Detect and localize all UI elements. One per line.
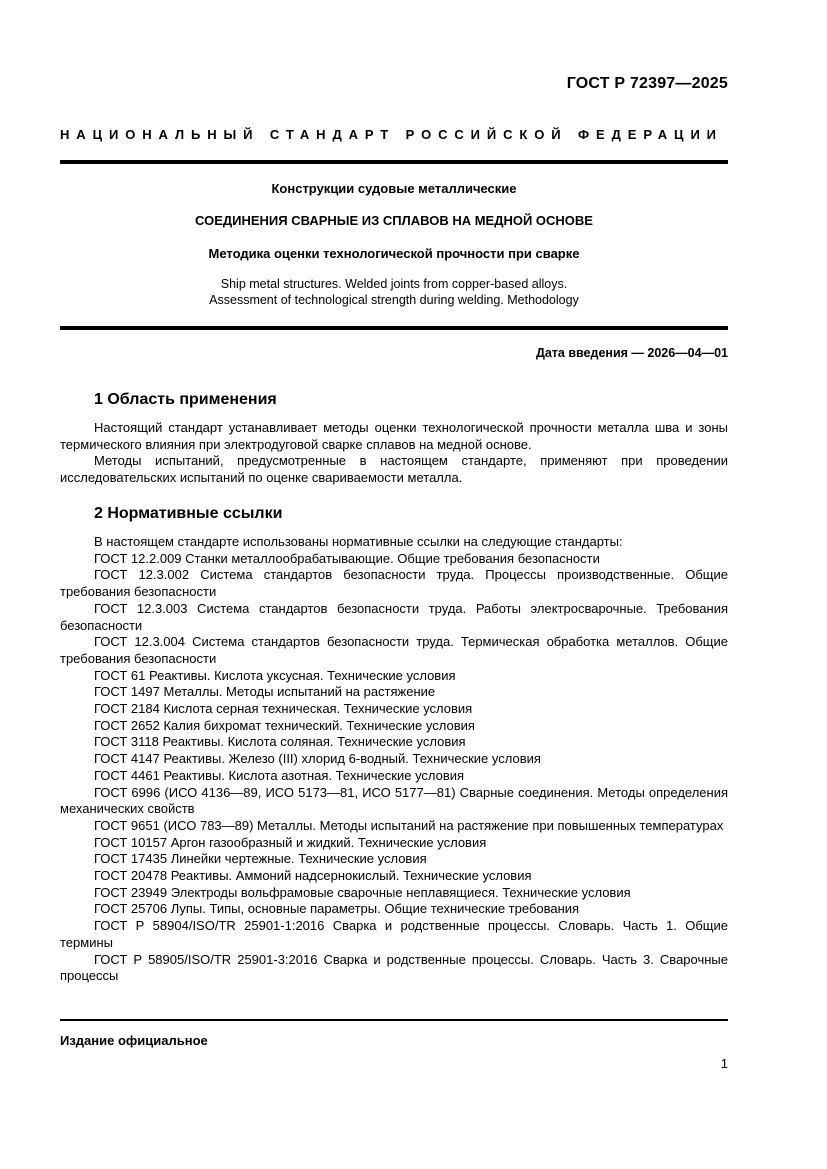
top-divider	[60, 160, 728, 164]
document-code: ГОСТ Р 72397—2025	[566, 75, 728, 92]
reference-item: ГОСТ 9651 (ИСО 783—89) Металлы. Методы испытаний на растяжение при повышенных температурах	[94, 817, 724, 833]
paragraph: Настоящий стандарт устанавливает методы оценки технологической прочности металла шва и зоны термического влияния при электродуговой сварке сплавов на медной основе.	[60, 420, 728, 452]
english-title-2: Assessment of technological strength during welding. Methodology	[209, 293, 579, 307]
reference-item: ГОСТ 2184 Кислота серная техническая. Технические условия	[94, 701, 473, 717]
page-number: 1	[720, 1056, 728, 1071]
reference-item: ГОСТ 17435 Линейки чертежные. Технические условия	[94, 851, 427, 867]
section-1-heading: 1 Область применения	[94, 391, 277, 408]
reference-item: ГОСТ 20478 Реактивы. Аммоний надсернокислый. Технические условия	[94, 868, 532, 884]
reference-item: ГОСТ 25706 Лупы. Типы, основные параметры. Общие технические требования	[94, 901, 580, 917]
reference-item: ГОСТ Р 58905/ISO/TR 25901-3:2016 Сварка и родственные процессы. Словарь. Часть 3. Сварочные процессы	[60, 951, 728, 984]
footer-divider	[60, 1019, 728, 1021]
reference-item: ГОСТ Р 58904/ISO/TR 25901-1:2016 Сварка и родственные процессы. Словарь. Часть 1. Общие термины	[60, 918, 728, 950]
reference-item: ГОСТ 10157 Аргон газообразный и жидкий. Технические условия	[94, 834, 487, 850]
reference-item: ГОСТ 6996 (ИСО 4136—89, ИСО 5173—81, ИСО 5177—81) Сварные соединения. Методы определения механических свойств	[60, 784, 728, 817]
reference-item: ГОСТ 61 Реактивы. Кислота уксусная. Технические условия	[94, 667, 456, 683]
reference-item: ГОСТ 12.2.009 Станки металлообрабатывающие. Общие требования безопасности	[94, 550, 600, 566]
reference-item: ГОСТ 4461 Реактивы. Кислота азотная. Технические условия	[94, 767, 465, 783]
reference-item: ГОСТ 3118 Реактивы. Кислота соляная. Технические условия	[94, 734, 466, 750]
reference-item: ГОСТ 12.3.002 Система стандартов безопасности труда. Процессы производственные. Общие требования безопасности	[60, 567, 728, 600]
national-standard-banner: НАЦИОНАЛЬНЫЙ СТАНДАРТ РОССИЙСКОЙ ФЕДЕРАЦИИ	[60, 127, 723, 142]
paragraph: Методы испытаний, предусмотренные в настоящем стандарте, применяют при проведении исследовательских испытаний по оценке свариваемости металла.	[60, 453, 728, 486]
section-2-heading: 2 Нормативные ссылки	[94, 505, 283, 522]
official-edition-label: Издание официальное	[60, 1033, 208, 1048]
reference-item: ГОСТ 12.3.003 Система стандартов безопасности труда. Работы электросварочные. Требования безопасности	[60, 600, 728, 633]
reference-item: ГОСТ 23949 Электроды вольфрамовые сварочные неплавящиеся. Технические условия	[94, 884, 631, 900]
section-1-body	[60, 420, 728, 487]
reference-intro: В настоящем стандарте использованы нормативные ссылки на следующие стандарты:	[94, 534, 623, 549]
reference-item: ГОСТ 4147 Реактивы. Железо (III) хлорид 6-водный. Технические условия	[94, 751, 541, 767]
title-line-3: Методика оценки технологической прочности при сварке	[208, 246, 580, 261]
reference-item: ГОСТ 2652 Калия бихромат технический. Технические условия	[94, 717, 475, 733]
date-of-introduction: Дата введения — 2026—04—01	[535, 346, 728, 360]
reference-item: ГОСТ 1497 Металлы. Методы испытаний на растяжение	[94, 684, 436, 700]
title-divider	[60, 326, 728, 330]
title-line-2: СОЕДИНЕНИЯ СВАРНЫЕ ИЗ СПЛАВОВ НА МЕДНОЙ ОСНОВЕ	[195, 213, 593, 228]
reference-item: ГОСТ 12.3.004 Система стандартов безопасности труда. Термическая обработка металлов. Общие требования безопасности	[60, 634, 728, 666]
title-line-1: Конструкции судовые металлические	[271, 181, 517, 196]
section-2-body	[60, 534, 728, 985]
english-title-1: Ship metal structures. Welded joints from copper-based alloys.	[220, 277, 568, 291]
